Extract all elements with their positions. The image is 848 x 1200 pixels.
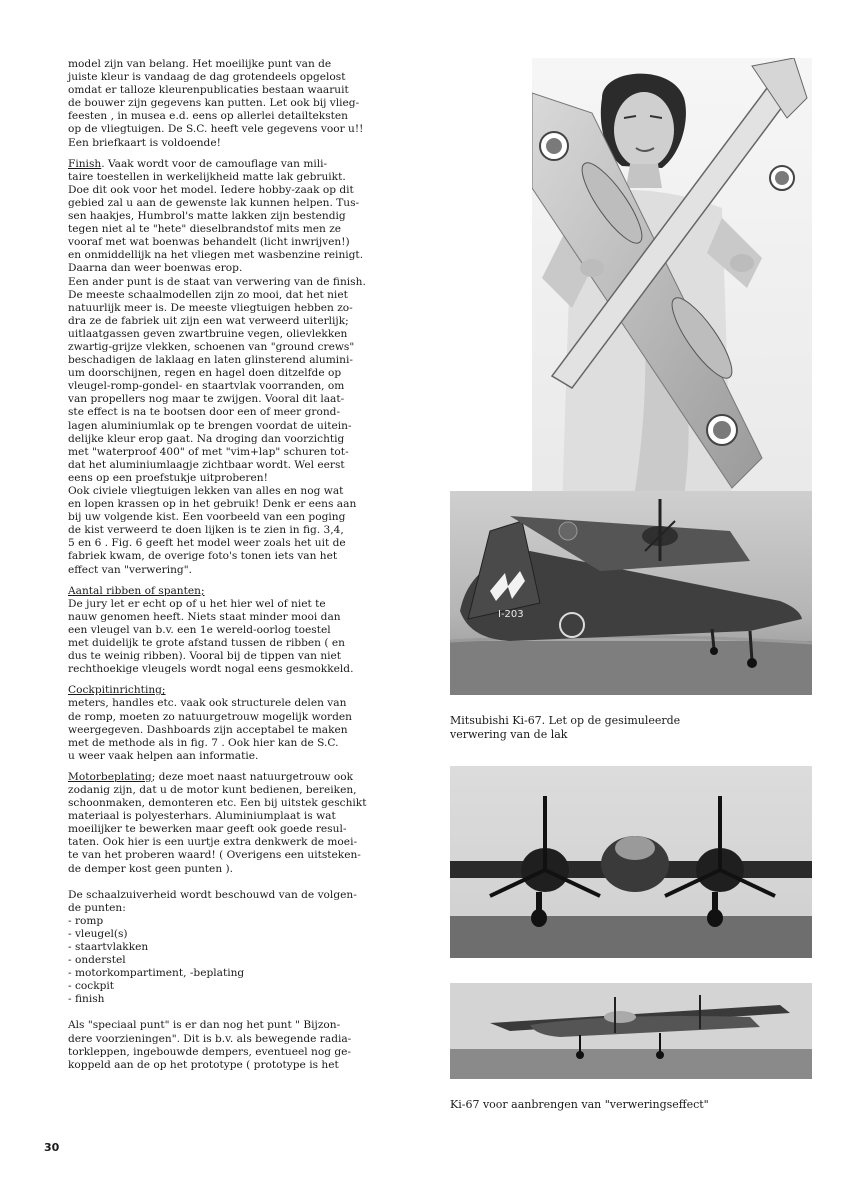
caption-fig3: Ki-67 voor aanbrengen van "verweringseffect" — [450, 1098, 709, 1111]
text-line: op de vliegtuigen. De S.C. heeft vele gegevens voor u!! — [68, 123, 364, 136]
text-line: Als "speciaal punt" is er dan nog het punt " Bijzon- — [68, 1019, 341, 1032]
text-line: gebied zal u aan de gewenste lak kunnen helpen. Tus- — [68, 196, 360, 209]
text-line: de punten: — [68, 901, 126, 914]
article-text-column — [68, 58, 420, 1072]
text-line: met de methode als in fig. 7 . Ook hier kan de S.C. — [68, 736, 339, 749]
text-line: Doe dit ook voor het model. Iedere hobby-zaak op dit — [68, 183, 354, 196]
list-item: - onderstel — [68, 954, 126, 967]
text-line: schoonmaken, demonteren etc. Een bij uitstek geschikt — [68, 797, 367, 810]
text-line: vooraf met wat boenwas behandelt (licht inwrijven!) — [68, 236, 350, 249]
text-line: de romp, moeten zo natuurgetrouw mogelijk worden — [68, 710, 352, 723]
text-line: met duidelijk te grote afstand tussen de ribben ( en — [68, 637, 345, 650]
text-line: um doorschijnen, regen en hagel doen ditzelfde op — [68, 367, 342, 380]
text-line: beschadigen de laklaag en laten glinsterend alumini- — [68, 354, 353, 367]
text-line: een vleugel van b.v. een 1e wereld-oorlog toestel — [68, 623, 331, 636]
text-line: en lopen krassen op in het gebruik! Denk er eens aan — [68, 498, 357, 511]
text-line: delijke kleur erop gaat. Na droging dan voorzichtig — [68, 432, 345, 445]
text-line: De schaalzuiverheid wordt beschouwd van de volgen- — [68, 888, 357, 901]
text-line: sen haakjes, Humbrol's matte lakken zijn bestendig — [68, 210, 346, 223]
list-item: - cockpit — [68, 980, 115, 993]
text-line: met "waterproof 400" of met "vim+lap" schuren tot- — [68, 445, 349, 458]
text-line: Een briefkaart is voldoende! — [68, 136, 221, 149]
page-number: 30 — [44, 1141, 60, 1154]
text-line: feesten , in musea e.d. eens op allerlei detailteksten — [68, 110, 348, 123]
cockpit-section — [68, 684, 420, 763]
text-line: vleugel-romp-gondel- en staartvlak voorranden, om — [68, 380, 345, 393]
list-item: - romp — [68, 914, 104, 927]
text-line: meters, handles etc. vaak ook structurele delen van — [68, 697, 347, 710]
text-line: de kist verweerd te doen lijken is te zien in fig. 3,4, — [68, 524, 344, 537]
text-line: dere voorzieningen". Dit is b.v. als bewegende radia- — [68, 1032, 352, 1045]
text-line: van propellers nog maar te zwijgen. Vooral dit laat- — [68, 393, 345, 406]
text-line: bij uw volgende kist. Een voorbeeld van een poging — [68, 511, 346, 524]
text-line: Finish. Vaak wordt voor de camouflage van mili- — [68, 157, 328, 170]
text-line: te van het proberen waard! ( Overigens een uitsteken- — [68, 849, 361, 862]
text-line: rechthoekige vleugels wordt nogal eens gesmokkeld. — [68, 663, 354, 676]
text-line: Een ander punt is de staat van verwering van de finish. — [68, 275, 366, 288]
text-line: uitlaatgassen geven zwartbruine vegen, olievlekken — [68, 327, 348, 340]
points-list — [68, 915, 420, 1007]
text-line: Motorbeplating; deze moet naast natuurgetrouw ook — [68, 770, 354, 783]
text-line: effect van "verwering". — [68, 563, 192, 576]
schaal-section — [68, 889, 420, 1007]
text-line: ste effect is na te bootsen door een of meer grond- — [68, 406, 341, 419]
list-item: - motorkompartiment, -beplating — [68, 967, 245, 980]
text-line: u weer vaak helpen aan informatie. — [68, 749, 259, 762]
tail-code: I-203 — [498, 609, 524, 620]
text-line: nauw genomen heeft. Niets staat minder mooi dan — [68, 610, 341, 623]
text-line: 5 en 6 . Fig. 6 geeft het model weer zoals het uit de — [68, 537, 346, 550]
text-line: dat het aluminiumlaagje zichtbaar wordt. Wel eerst — [68, 458, 345, 471]
text-line: Ook civiele vliegtuigen lekken van alles en nog wat — [68, 485, 344, 497]
list-item: - finish — [68, 993, 105, 1006]
text-line: dus te weinig ribben). Vooral bij de tippen van niet — [68, 650, 342, 663]
text-line: taten. Ook hier is een uurtje extra denkwerk de moei- — [68, 836, 358, 849]
text-line: en onmiddellijk na het vliegen met wasbenzine reinigt. — [68, 249, 364, 262]
text-line: lagen aluminiumlak op te brengen voordat de uitein- — [68, 419, 352, 432]
ribben-section — [68, 585, 420, 677]
text-line: koppeld aan de op het prototype ( prototype is het — [68, 1058, 339, 1071]
text-line: de demper kost geen punten ). — [68, 862, 234, 875]
section-heading-motor: Motorbeplating — [68, 770, 152, 783]
text-line: natuurlijk meer is. De meeste vliegtuigen hebben zo- — [68, 301, 353, 314]
text-line: taire toestellen in werkelijkheid matte lak gebruikt. — [68, 170, 346, 183]
section-heading-finish: Finish — [68, 157, 102, 170]
text-line: fabriek kwam, de overige foto's tonen iets van het — [68, 550, 338, 563]
text-line: De jury let er echt op of u het hier wel of niet te — [68, 597, 326, 610]
text-line: juiste kleur is vandaag de dag grotendeels opgelost — [68, 71, 346, 84]
photo-ki67-weathered — [450, 491, 812, 695]
text-line: de bouwer zijn gegevens kan putten. Let ook bij vlieg- — [68, 97, 360, 110]
text-line: zwartig-grijze vlekken, schoenen van "ground crews" — [68, 340, 355, 353]
list-item: - vleugel(s) — [68, 927, 128, 940]
text-line: De meeste schaalmodellen zijn zo mooi, dat het niet — [68, 288, 348, 301]
text-line: moeilijker te bewerken maar geeft ook goede resul- — [68, 823, 347, 836]
text-line: model zijn van belang. Het moeilijke punt van de — [68, 58, 332, 70]
caption-fig2-line: Mitsubishi Ki-67. Let op de gesimuleerde — [450, 714, 681, 727]
photo-ki67-front — [450, 766, 812, 958]
text-line: torkleppen, ingebouwde dempers, eventueel nog ge- — [68, 1045, 351, 1058]
text-line: zodanig zijn, dat u de motor kunt bedienen, bereiken, — [68, 783, 357, 796]
text-line: weergegeven. Dashboards zijn acceptabel te maken — [68, 723, 348, 736]
finish-section — [68, 158, 420, 577]
text-line: materiaal is polyesterhars. Aluminiumplaat is wat — [68, 810, 336, 823]
text-line: omdat er talloze kleurenpublicaties bestaan waaruit — [68, 84, 349, 97]
section-heading-ribben: Aantal ribben of spanten; — [68, 584, 205, 597]
section-heading-cockpit: Cockpitinrichting; — [68, 684, 166, 697]
text-line: dra ze de fabriek uit zijn een wat verweerd uiterlijk; — [68, 314, 349, 327]
list-item: - staartvlakken — [68, 941, 149, 953]
caption-fig2 — [450, 714, 680, 742]
text-line: eens op een proefstukje uitproberen! — [68, 471, 268, 484]
photo-ki67-side — [450, 983, 812, 1079]
text-line: Daarna dan weer boenwas erop. — [68, 262, 243, 275]
intro-paragraph — [68, 58, 420, 150]
caption-fig2-line: verwering van de lak — [450, 728, 568, 741]
motor-section — [68, 771, 420, 876]
photo-woman-with-model — [532, 58, 812, 510]
text-line: tegen niet al te "hete" dieselbrandstof mits men ze — [68, 223, 342, 236]
speciaal-section — [68, 1019, 420, 1071]
